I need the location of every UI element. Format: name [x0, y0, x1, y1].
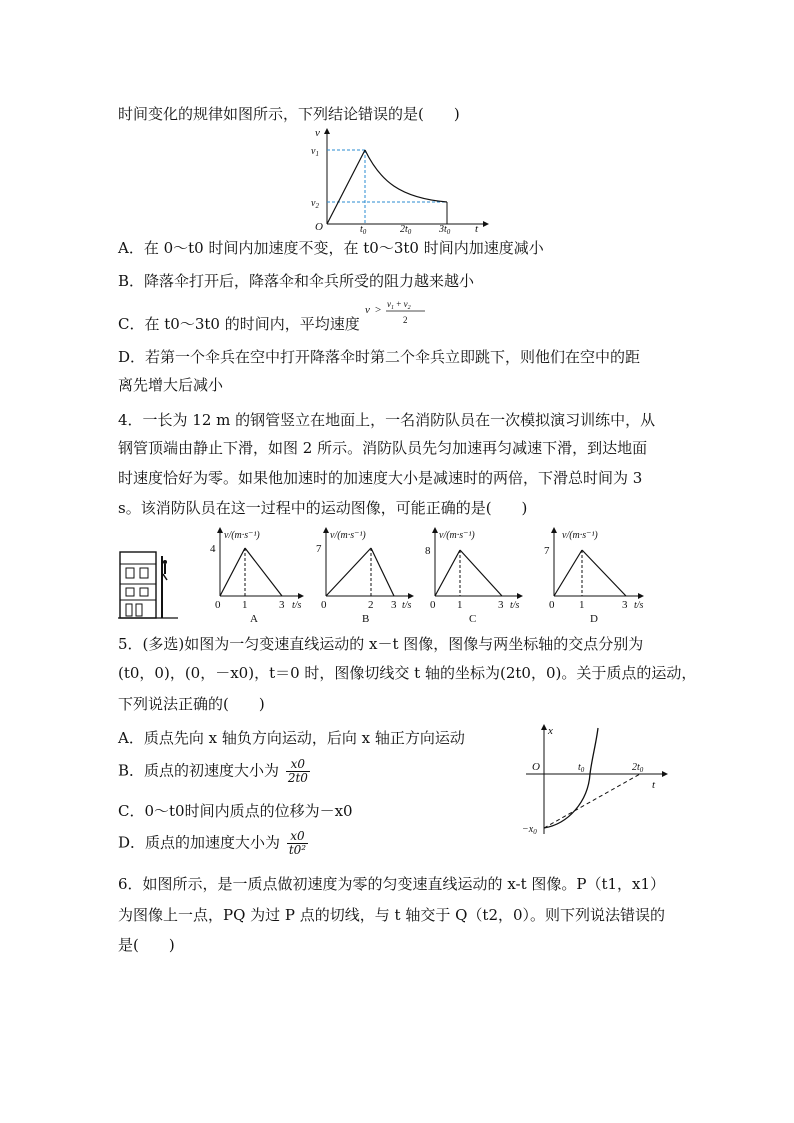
q4-building-illustration — [118, 548, 180, 620]
q5-option-d — [118, 830, 310, 857]
q5-line-3: 下列说法正确的( ) — [118, 695, 265, 713]
q5-option-d-fraction — [287, 830, 308, 857]
q4-graph-c — [423, 526, 528, 624]
q3-option-a: A．在 0～t0 时间内加速度不变，在 t0～3t0 时间内加速度减小 — [118, 239, 544, 257]
q5-graph-x-label: x — [548, 725, 553, 737]
q5-line-2: (t0，0)，(0，－x0)，t＝0 时，图像切线交 t 轴的坐标为(2t0，0)。关于质点的运动， — [118, 664, 697, 682]
q4-line-1: 4．一长为 12 m 的钢管竖立在地面上，一名消防队员在一次模拟演习训练中，从 — [118, 411, 656, 429]
q4-graph-c-ylabel: v/(m·s⁻¹) — [439, 530, 475, 541]
q5-option-d-numerator: x0 — [287, 830, 308, 844]
q6-line-3: 是( ) — [118, 936, 175, 954]
q3-option-b: B．降落伞打开后，降落伞和伞兵所受的阻力越来越小 — [118, 272, 475, 290]
q4-graph-c-peak-v: 8 — [425, 545, 431, 557]
svg-text:2: 2 — [403, 315, 408, 325]
svg-text:v: v — [365, 304, 370, 316]
q5-graph-t-label: t — [652, 779, 656, 791]
q4-graph-a-ylabel: v/(m·s⁻¹) — [224, 530, 260, 541]
q4-line-2: 钢管顶端由静止下滑，如图 2 所示。消防队员先匀加速再匀减速下滑，到达地面 — [118, 439, 648, 457]
q4-line-3: 时速度恰好为零。如果他加速时的加速度大小是减速时的两倍，下滑总时间为 3 — [118, 469, 643, 487]
q4-graph-a-end-t: 3 — [279, 599, 285, 611]
q5-option-b-numerator: x0 — [286, 758, 310, 772]
q3-graph-2t0: $2t_0$ — [400, 224, 412, 234]
q6-line-2: 为图像上一点，PQ 为过 P 点的切线，与 t 轴交于 Q（t2，0）。则下列说法错误的 — [118, 906, 666, 924]
q5-graph-origin: O — [532, 761, 540, 773]
q5-xt-graph — [520, 722, 670, 840]
q4-graph-a-peak-t: 1 — [242, 599, 248, 611]
q3-graph-v2-label: $v_2$ — [311, 198, 319, 210]
q3-option-d-line2: 离先增大后减小 — [118, 376, 224, 394]
q4-graph-d-label: D — [590, 613, 598, 624]
q4-graph-b-origin: 0 — [321, 599, 327, 611]
q5-option-b-denominator: 2t0 — [287, 771, 308, 785]
q4-graph-a-peak-v: 4 — [210, 543, 216, 555]
q5-graph-t0: $t_0$ — [578, 762, 585, 774]
q4-graph-b-peak-v: 7 — [316, 543, 322, 555]
q4-graph-c-peak-t: 1 — [457, 599, 463, 611]
q4-graph-d — [542, 526, 652, 624]
q4-graph-b-peak-t: 2 — [368, 599, 374, 611]
q3-graph-v1-label: $v_1$ — [311, 146, 319, 158]
q4-graph-a-origin: 0 — [215, 599, 221, 611]
q3-stem-tail: 时间变化的规律如图所示，下列结论错误的是( ) — [118, 105, 460, 123]
q4-graph-d-ylabel: v/(m·s⁻¹) — [562, 530, 598, 541]
q3-graph-t0: $t_0$ — [360, 224, 367, 234]
svg-text:>: > — [375, 304, 382, 316]
q4-graph-d-end-t: 3 — [622, 599, 628, 611]
q4-graph-a-xlabel: t/s — [292, 600, 302, 611]
q4-graph-a-label: A — [250, 613, 258, 624]
q4-graph-d-xlabel: t/s — [634, 600, 644, 611]
q4-graph-c-end-t: 3 — [498, 599, 504, 611]
q4-graph-b — [314, 526, 419, 624]
q6-line-1: 6．如图所示，是一质点做初速度为零的匀变速直线运动的 x-t 图像。P（t1，x1） — [118, 875, 666, 893]
q4-graph-c-xlabel: t/s — [510, 600, 520, 611]
q5-graph-2t0: $2t_0$ — [632, 762, 644, 774]
q3-option-c-formula — [363, 297, 435, 331]
q5-graph-neg-x0: $-x_0$ — [522, 824, 537, 836]
q3-vt-graph — [305, 126, 490, 234]
q4-graph-d-peak-t: 1 — [579, 599, 585, 611]
q3-graph-t-label: t — [475, 223, 479, 234]
q4-graph-b-ylabel: v/(m·s⁻¹) — [330, 530, 366, 541]
q4-graph-b-end-t: 3 — [391, 599, 397, 611]
q5-option-c: C．0～t0时间内质点的位移为－x0 — [118, 802, 353, 820]
q4-graph-b-label: B — [362, 613, 370, 624]
q5-option-b-fraction — [286, 758, 310, 785]
q4-graph-b-xlabel: t/s — [402, 600, 412, 611]
q3-graph-3t0: $3t_0$ — [439, 224, 451, 234]
q3-option-c — [118, 313, 360, 334]
q3-graph-origin: O — [315, 221, 323, 233]
q5-option-a: A．质点先向 x 轴负方向运动，后向 x 轴正方向运动 — [118, 729, 465, 747]
q4-graph-d-origin: 0 — [549, 599, 555, 611]
q5-option-d-denominator: t0² — [288, 843, 307, 857]
q5-line-1: 5．(多选)如图为一匀变速直线运动的 x－t 图像，图像与两坐标轴的交点分别为 — [118, 635, 644, 653]
q3-option-c-text: C．在 t0～3t0 的时间内，平均速度 — [118, 315, 360, 333]
q5-option-b-text: B．质点的初速度大小为 — [118, 761, 280, 780]
q4-graph-c-origin: 0 — [430, 599, 436, 611]
q4-graph-c-label: C — [469, 613, 477, 624]
svg-text:v1 + v2: $v_1 + v_2$ — [387, 299, 411, 311]
q4-line-4: s。该消防队员在这一过程中的运动图像，可能正确的是( ) — [118, 499, 528, 517]
q4-graph-a — [208, 526, 308, 624]
q3-graph-v-label: v — [315, 127, 320, 139]
q4-graph-d-peak-v: 7 — [544, 545, 550, 557]
q5-option-b — [118, 758, 312, 785]
q5-option-d-text: D．质点的加速度大小为 — [118, 833, 281, 852]
q3-option-d-line1: D．若第一个伞兵在空中打开降落伞时第二个伞兵立即跳下，则他们在空中的距 — [118, 348, 641, 366]
